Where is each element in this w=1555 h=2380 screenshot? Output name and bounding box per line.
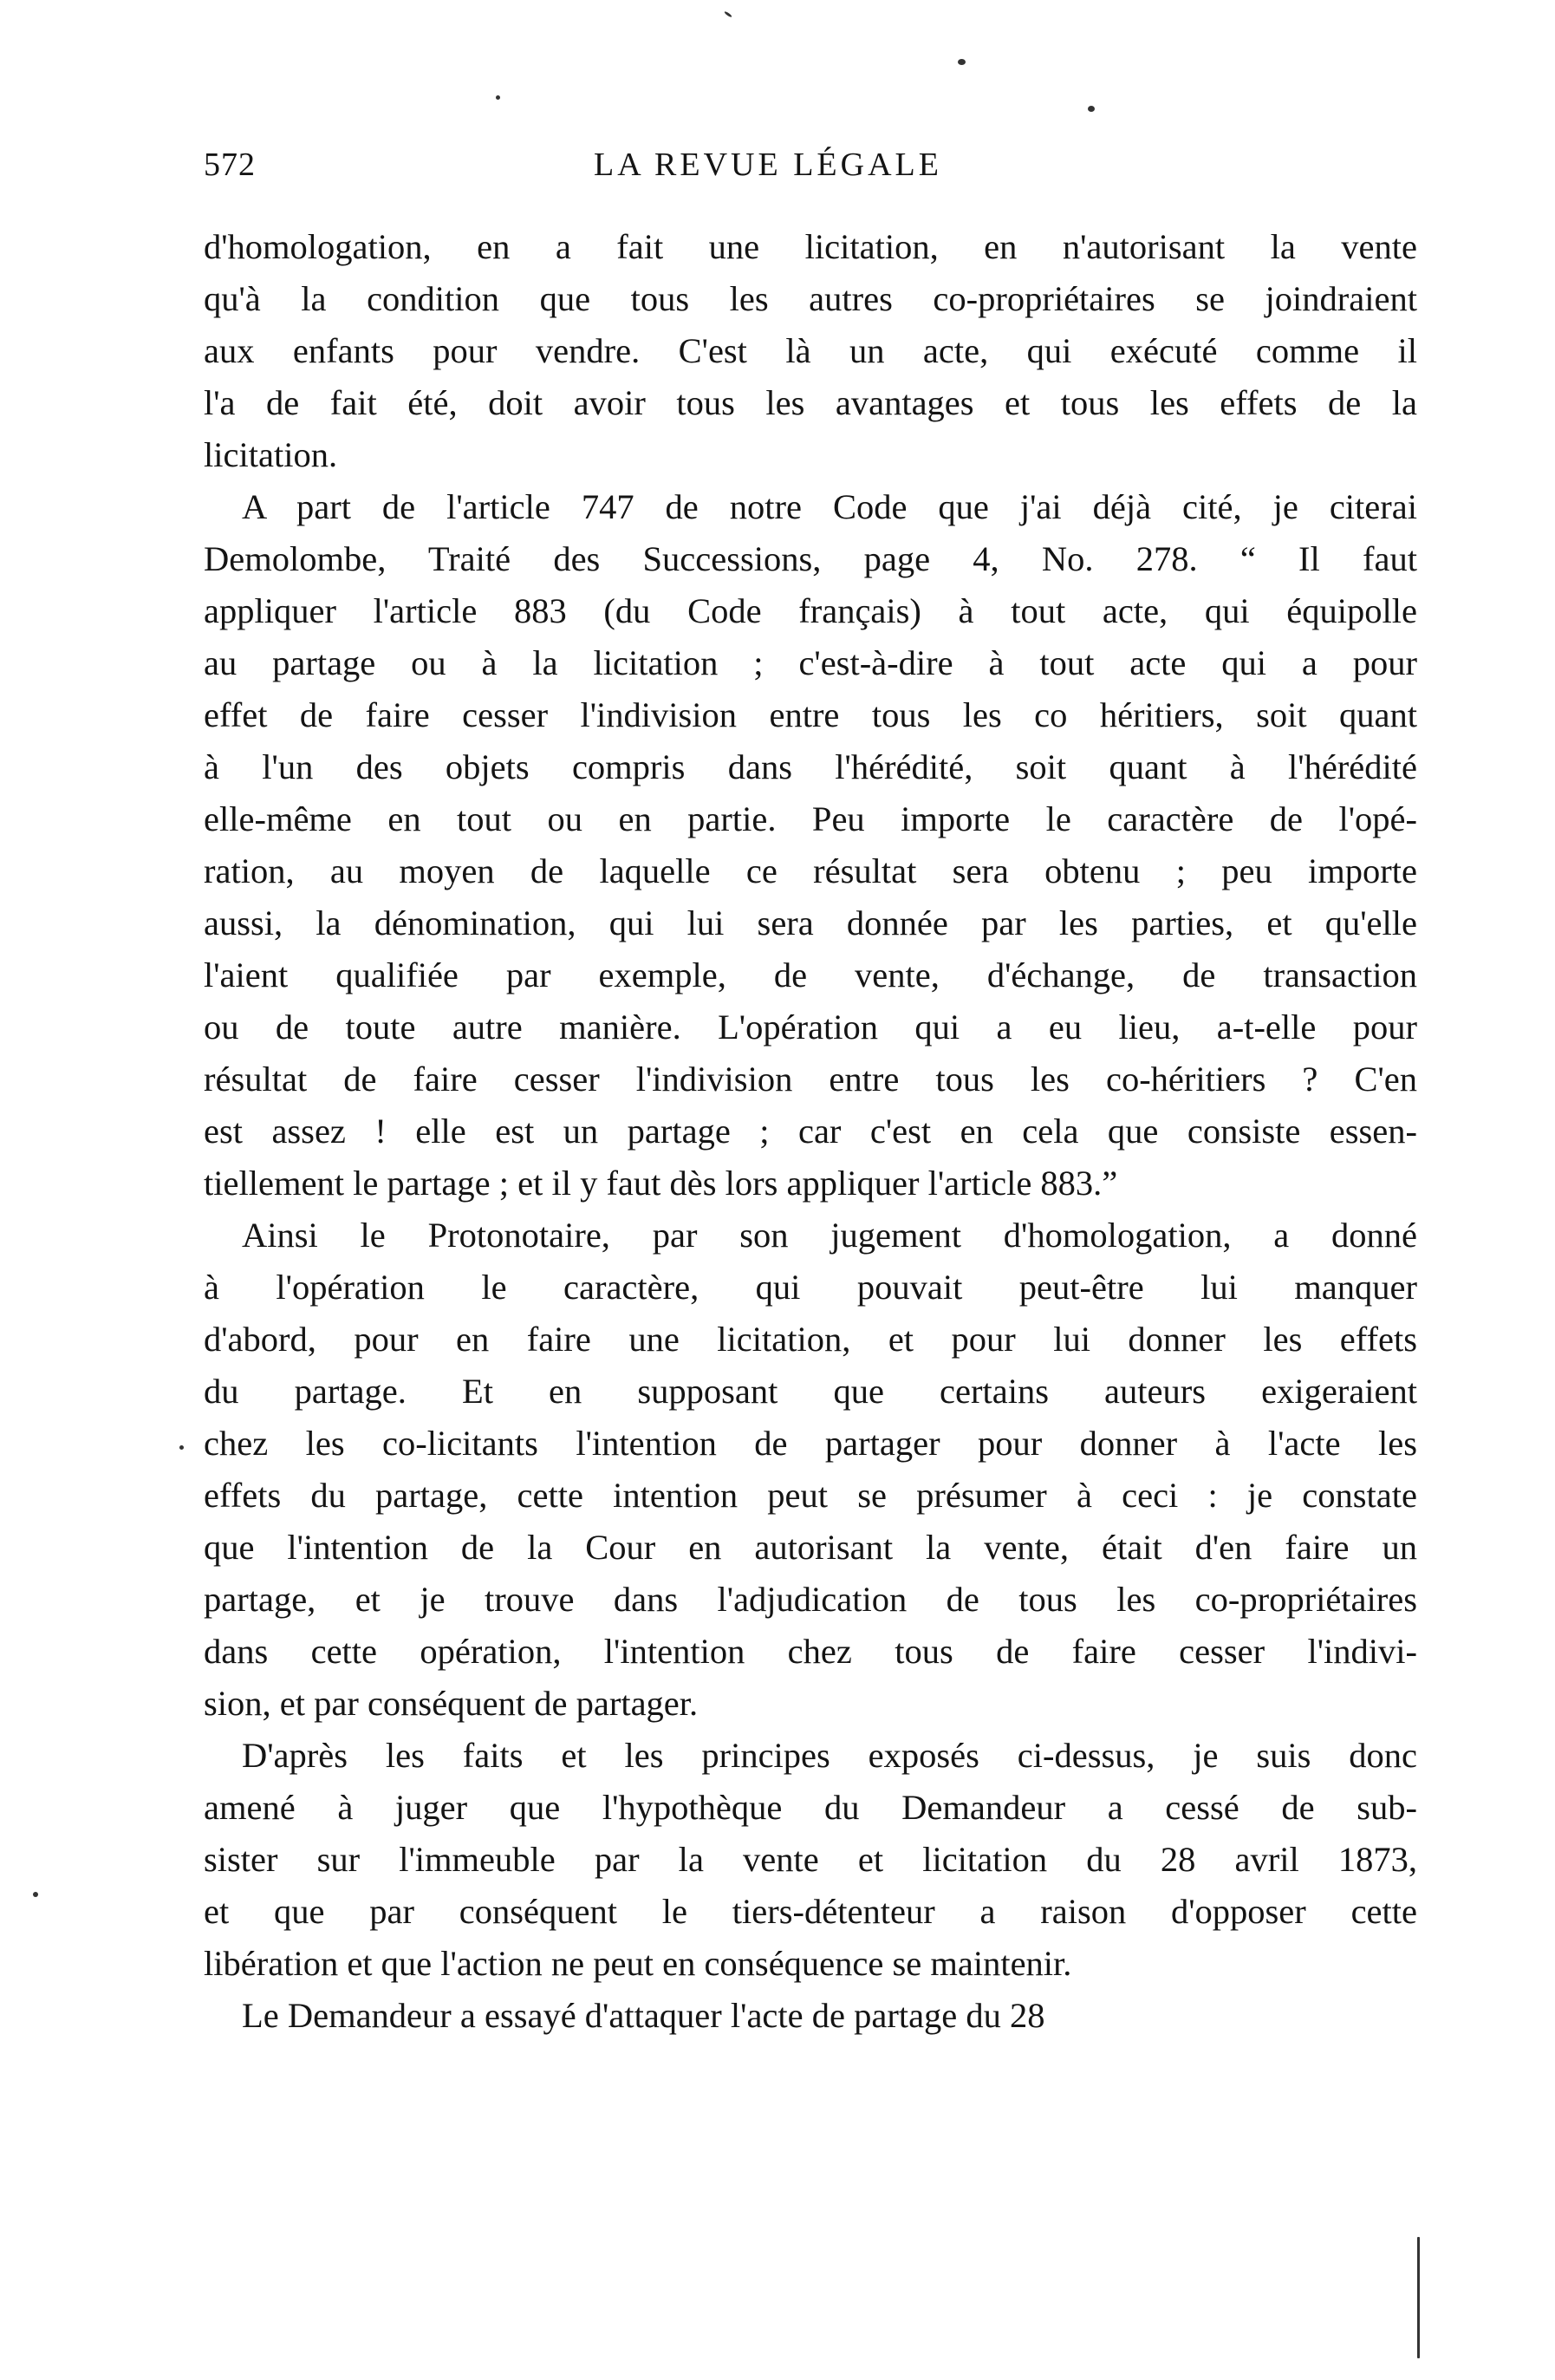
text-line: que l'intention de la Cour en autorisant la vente, était d'en faire un bbox=[204, 1528, 1417, 1567]
scan-speck bbox=[958, 59, 966, 65]
text-line: dans cette opération, l'intention chez tous de faire cesser l'indivi- bbox=[204, 1632, 1417, 1671]
page-header bbox=[204, 146, 1409, 198]
text-line: effet de faire cesser l'indivision entre tous les co héritiers, soit quant bbox=[204, 695, 1417, 734]
page-number: 572 bbox=[204, 147, 256, 183]
text-line: d'homologation, en a fait une licitation, en n'autorisant la vente bbox=[204, 227, 1417, 266]
text-line: du partage. Et en supposant que certains auteurs exigeraient bbox=[204, 1372, 1417, 1411]
text-line: effets du partage, cette intention peut se présumer à ceci : je constate bbox=[204, 1476, 1417, 1515]
text-line: d'abord, pour en faire une licitation, et pour lui donner les effets bbox=[204, 1320, 1417, 1359]
scan-speck bbox=[496, 95, 500, 100]
text-line: à l'opération le caractère, qui pouvait peut-être lui manquer bbox=[204, 1268, 1417, 1307]
body-text bbox=[204, 221, 1417, 2042]
scan-speck bbox=[1417, 2237, 1420, 2358]
text-line: tiellement le partage ; et il y faut dès lors appliquer l'article 883.” bbox=[204, 1164, 1118, 1203]
text-line: aux enfants pour vendre. C'est là un acte, qui exécuté comme il bbox=[204, 331, 1417, 370]
text-line: sister sur l'immeuble par la vente et licitation du 28 avril 1873, bbox=[204, 1840, 1417, 1879]
scan-speck bbox=[33, 1892, 38, 1897]
text-line: qu'à la condition que tous les autres co-propriétaires se joindraient bbox=[204, 279, 1417, 318]
text-line: à l'un des objets compris dans l'hérédité, soit quant à l'hérédité bbox=[204, 747, 1417, 786]
text-line: résultat de faire cesser l'indivision entre tous les co-héritiers ? C'en bbox=[204, 1060, 1417, 1099]
text-line: Demolombe, Traité des Successions, page 4, No. 278. “ Il faut bbox=[204, 539, 1417, 578]
text-line: aussi, la dénomination, qui lui sera donnée par les parties, et qu'elle bbox=[204, 903, 1417, 942]
text-line: sion, et par conséquent de partager. bbox=[204, 1684, 699, 1723]
text-line: ou de toute autre manière. L'opération qui a eu lieu, a-t-elle pour bbox=[204, 1007, 1417, 1047]
text-line: l'aient qualifiée par exemple, de vente, d'échange, de transaction bbox=[204, 955, 1417, 994]
running-title: LA REVUE LÉGALE bbox=[594, 147, 942, 183]
scan-speck bbox=[724, 10, 732, 17]
text-line: Ainsi le Protonotaire, par son jugement d'homologation, a donné bbox=[242, 1216, 1417, 1255]
text-line: appliquer l'article 883 (du Code français) à tout acte, qui équipolle bbox=[204, 591, 1417, 630]
scan-speck bbox=[1088, 106, 1095, 112]
text-line: libération et que l'action ne peut en conséquence se maintenir. bbox=[204, 1944, 1072, 1983]
text-line: et que par conséquent le tiers-détenteur a raison d'opposer cette bbox=[204, 1892, 1417, 1931]
text-line: ration, au moyen de laquelle ce résultat sera obtenu ; peu importe bbox=[204, 851, 1417, 890]
text-line: A part de l'article 747 de notre Code que j'ai déjà cité, je citerai bbox=[242, 487, 1417, 526]
text-line: amené à juger que l'hypothèque du Demandeur a cessé de sub- bbox=[204, 1788, 1417, 1827]
text-line: licitation. bbox=[204, 435, 338, 474]
text-line: D'après les faits et les principes exposés ci-dessus, je suis donc bbox=[242, 1736, 1417, 1775]
scan-speck bbox=[179, 1445, 184, 1450]
text-line: est assez ! elle est un partage ; car c'est en cela que consiste essen- bbox=[204, 1112, 1417, 1151]
text-line: l'a de fait été, doit avoir tous les avantages et tous les effets de la bbox=[204, 383, 1417, 422]
text-line: partage, et je trouve dans l'adjudication de tous les co-propriétaires bbox=[204, 1580, 1417, 1619]
text-line: au partage ou à la licitation ; c'est-à-dire à tout acte qui a pour bbox=[204, 643, 1417, 682]
text-line: Le Demandeur a essayé d'attaquer l'acte de partage du 28 bbox=[242, 1996, 1045, 2035]
text-line: elle-même en tout ou en partie. Peu importe le caractère de l'opé- bbox=[204, 799, 1417, 838]
text-line: chez les co-licitants l'intention de partager pour donner à l'acte les bbox=[204, 1424, 1417, 1463]
